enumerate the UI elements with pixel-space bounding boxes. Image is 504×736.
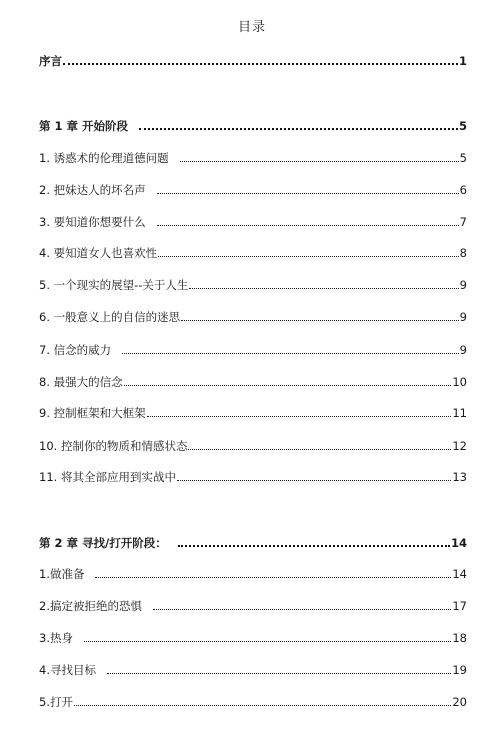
toc-entry-label: 4.寻找目标 [39, 663, 96, 677]
toc-page-number: 11 [452, 406, 467, 420]
toc-entry-label: 5. 一个现实的展望--关于人生 [39, 278, 189, 292]
toc-entry-label: 序言 [39, 54, 62, 68]
toc-entry-label: 6. 一般意义上的自信的迷思 [39, 310, 181, 324]
toc-page-number: 13 [452, 470, 467, 484]
toc-entry[interactable] [39, 149, 467, 165]
toc-entry-label: 10. 控制你的物质和情感状态 [39, 439, 188, 453]
toc-entry[interactable] [39, 276, 467, 292]
toc-chapter-entry[interactable] [39, 117, 467, 133]
toc-entry[interactable] [39, 468, 467, 484]
toc-page-number: 5 [458, 119, 467, 133]
toc-entry[interactable] [39, 661, 467, 677]
toc-entry[interactable] [39, 341, 467, 357]
toc-entry-label: 3. 要知道你想要什么 [39, 215, 146, 229]
toc-entry-label: 第 2 章 寻找/打开阶段： [39, 536, 167, 550]
toc-page-number: 18 [452, 631, 467, 645]
toc-entry[interactable] [39, 597, 467, 613]
toc-page-number: 20 [452, 695, 467, 709]
toc-page-number: 8 [459, 246, 467, 260]
toc-dot-leader [158, 256, 459, 257]
toc-entry-label: 11. 将其全部应用到实战中 [39, 470, 176, 484]
toc-dot-leader [177, 480, 451, 481]
toc-dot-leader [180, 161, 459, 162]
toc-dot-leader [84, 641, 451, 642]
toc-entry-label: 1.做准备 [39, 567, 85, 581]
toc-entry-label: 2. 把妹达人的坏名声 [39, 183, 146, 197]
toc-dot-leader [63, 63, 458, 65]
toc-dot-leader [124, 385, 452, 386]
toc-dot-leader [157, 225, 459, 226]
toc-page-number: 9 [459, 310, 467, 324]
toc-entry[interactable] [39, 373, 467, 389]
toc-entry-label: 8. 最强大的信念 [39, 375, 123, 389]
toc-title: 目录 [237, 20, 266, 35]
toc-dot-leader [95, 577, 451, 578]
toc-dot-leader [107, 673, 451, 674]
toc-entry[interactable] [39, 181, 467, 197]
toc-page-number: 6 [459, 183, 467, 197]
toc-chapter-entry[interactable] [39, 52, 467, 68]
toc-dot-leader [122, 353, 459, 354]
toc-entry-label: 9. 控制框架和大框架 [39, 406, 146, 420]
toc-dot-leader [157, 193, 459, 194]
toc-page-number: 10 [452, 375, 467, 389]
toc-dot-leader [188, 449, 451, 450]
toc-page-number: 12 [452, 439, 467, 453]
toc-entry[interactable] [39, 244, 467, 260]
toc-page-number: 9 [459, 343, 467, 357]
toc-entry[interactable] [39, 693, 467, 709]
toc-dot-leader [147, 416, 452, 417]
toc-entry-label: 1. 诱惑术的伦理道德问题 [39, 151, 169, 165]
toc-entry-label: 2.搞定被拒绝的恐惧 [39, 599, 142, 613]
toc-entry-label: 3.热身 [39, 631, 73, 645]
toc-entry[interactable] [39, 565, 467, 581]
toc-dot-leader [74, 705, 451, 706]
toc-page-number: 1 [458, 54, 467, 68]
toc-page-number: 14 [452, 567, 467, 581]
toc-page-number: 19 [452, 663, 467, 677]
toc-page-number: 5 [459, 151, 467, 165]
toc-page-number: 9 [459, 278, 467, 292]
toc-entry[interactable] [39, 308, 467, 324]
toc-dot-leader [153, 609, 451, 610]
toc-chapter-entry[interactable] [39, 534, 467, 550]
toc-entry[interactable] [39, 404, 467, 420]
toc-entry[interactable] [39, 213, 467, 229]
toc-entry-label: 5.打开 [39, 695, 73, 709]
toc-page-number: 7 [459, 215, 467, 229]
toc-entry-label: 7. 信念的威力 [39, 343, 112, 357]
toc-dot-leader [178, 545, 450, 547]
toc-dot-leader [181, 320, 459, 321]
toc-page-number: 14 [450, 536, 467, 550]
toc-entry-label: 4. 要知道女人也喜欢性 [39, 246, 158, 260]
toc-page-number: 17 [452, 599, 467, 613]
toc-entry-label: 第 1 章 开始阶段 [39, 119, 129, 133]
toc-entry[interactable] [39, 629, 467, 645]
toc-entry[interactable] [39, 437, 467, 453]
toc-dot-leader [189, 288, 458, 289]
toc-dot-leader [139, 128, 458, 130]
